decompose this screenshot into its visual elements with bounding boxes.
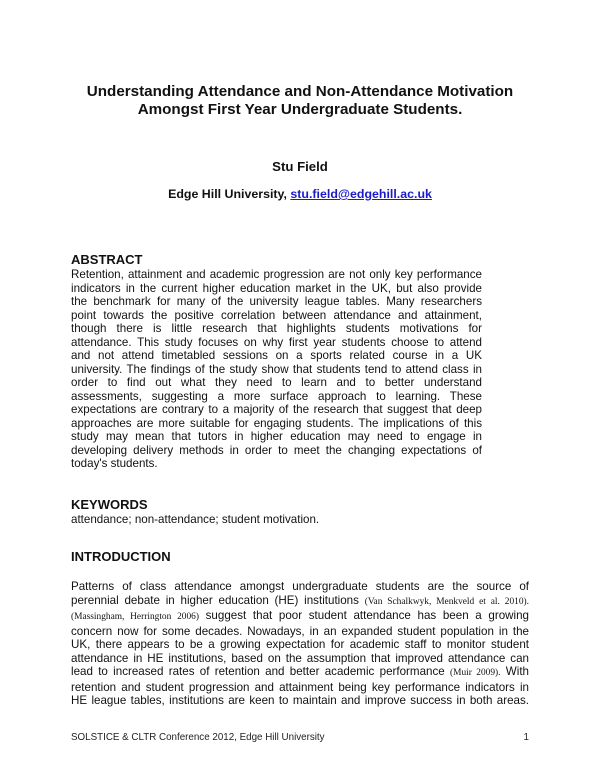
abstract-line: expectations are contrary to a majority of the research that suggest that deep <box>71 403 482 416</box>
abstract-body <box>71 268 482 471</box>
intro-line: concern now for some decades. Nowadays, in an expanded student population in the <box>71 624 529 638</box>
affiliation <box>0 187 600 201</box>
abstract-line: study may mean that tutors in higher education may need to engage in <box>71 430 482 443</box>
intro-line <box>71 609 529 625</box>
introduction-heading: INTRODUCTION <box>71 549 171 564</box>
introduction-body <box>71 580 529 708</box>
abstract-line: though there is little research that highlights students motivations for <box>71 322 482 335</box>
intro-line <box>71 594 529 610</box>
paper-title <box>0 83 600 119</box>
intro-text: lead to increased rates of retention and better academic performance <box>71 665 451 678</box>
introduction-heading-wrap <box>71 549 529 565</box>
abstract-line: developing delivery methods in order to meet the changing expectations of <box>71 443 482 457</box>
citation: (Muir 2009). <box>450 668 501 678</box>
abstract-line: point towards the positive correlation between attendance and attainment, <box>71 308 482 322</box>
intro-text: suggest that poor student attendance has been a growing <box>198 609 530 622</box>
abstract-line: assessments, suggesting a more surface approach to learning. These <box>71 389 482 403</box>
page-number: 1 <box>523 732 529 743</box>
email-link[interactable]: stu.field@edgehill.ac.uk <box>290 187 432 201</box>
intro-line <box>71 665 529 681</box>
abstract-line: and not attend timetabled sessions on a sports related course in a UK <box>71 349 482 362</box>
citation: (Van Schalkwyk, Menkveld et al. 2010). <box>364 596 529 607</box>
abstract-line: the benchmark for many of the university league tables. Many researchers <box>71 295 482 308</box>
abstract-line: attendance. This study focuses on why first year students choose to attend <box>71 335 482 349</box>
abstract-line: today's students. <box>71 457 158 470</box>
abstract-line: order to find out what they need to learn and to better understand <box>71 376 482 389</box>
abstract-heading: ABSTRACT <box>71 252 143 267</box>
title-line-2: Amongst First Year Undergraduate Students. <box>137 101 463 118</box>
keywords-section <box>71 497 482 527</box>
keywords-text: attendance; non-attendance; student motivation. <box>71 513 320 526</box>
intro-line: Patterns of class attendance amongst undergraduate students are the source of <box>71 580 529 593</box>
keywords-heading: KEYWORDS <box>71 497 148 512</box>
footer-text: SOLSTICE & CLTR Conference 2012, Edge Hill University <box>71 732 325 743</box>
affiliation-text: Edge Hill University, <box>168 187 291 201</box>
intro-text: perennial debate in higher education (HE) institutions <box>71 593 365 607</box>
intro-line: attendance in HE institutions, based on the assumption that improved attendance can <box>71 651 529 665</box>
title-line-1: Understanding Attendance and Non-Attendance Motivation <box>86 83 514 100</box>
intro-line: HE league tables, institutions are keen to maintain and improve success in both areas. <box>71 694 529 707</box>
intro-line: retention and student progression and attainment being key performance indicators in <box>71 680 529 694</box>
abstract-line: approaches are more suitable for engaging students. The implications of this <box>71 416 482 430</box>
abstract-line: indicators in the current higher education market in the UK, but also provide <box>71 281 482 295</box>
abstract-line: Retention, attainment and academic progression are not only key performance <box>71 268 482 281</box>
page-footer <box>71 732 529 743</box>
citation: (Massingham, Herrington 2006) <box>71 612 199 622</box>
abstract-line: university. The findings of the study show that students tend to attend class in <box>71 362 482 376</box>
abstract-section <box>71 252 482 471</box>
intro-line: UK, there appears to be a growing expectation for academic staff to monitor student <box>71 638 529 651</box>
author-name: Stu Field <box>272 159 328 174</box>
introduction-section <box>71 580 529 708</box>
intro-text: With <box>500 665 529 678</box>
